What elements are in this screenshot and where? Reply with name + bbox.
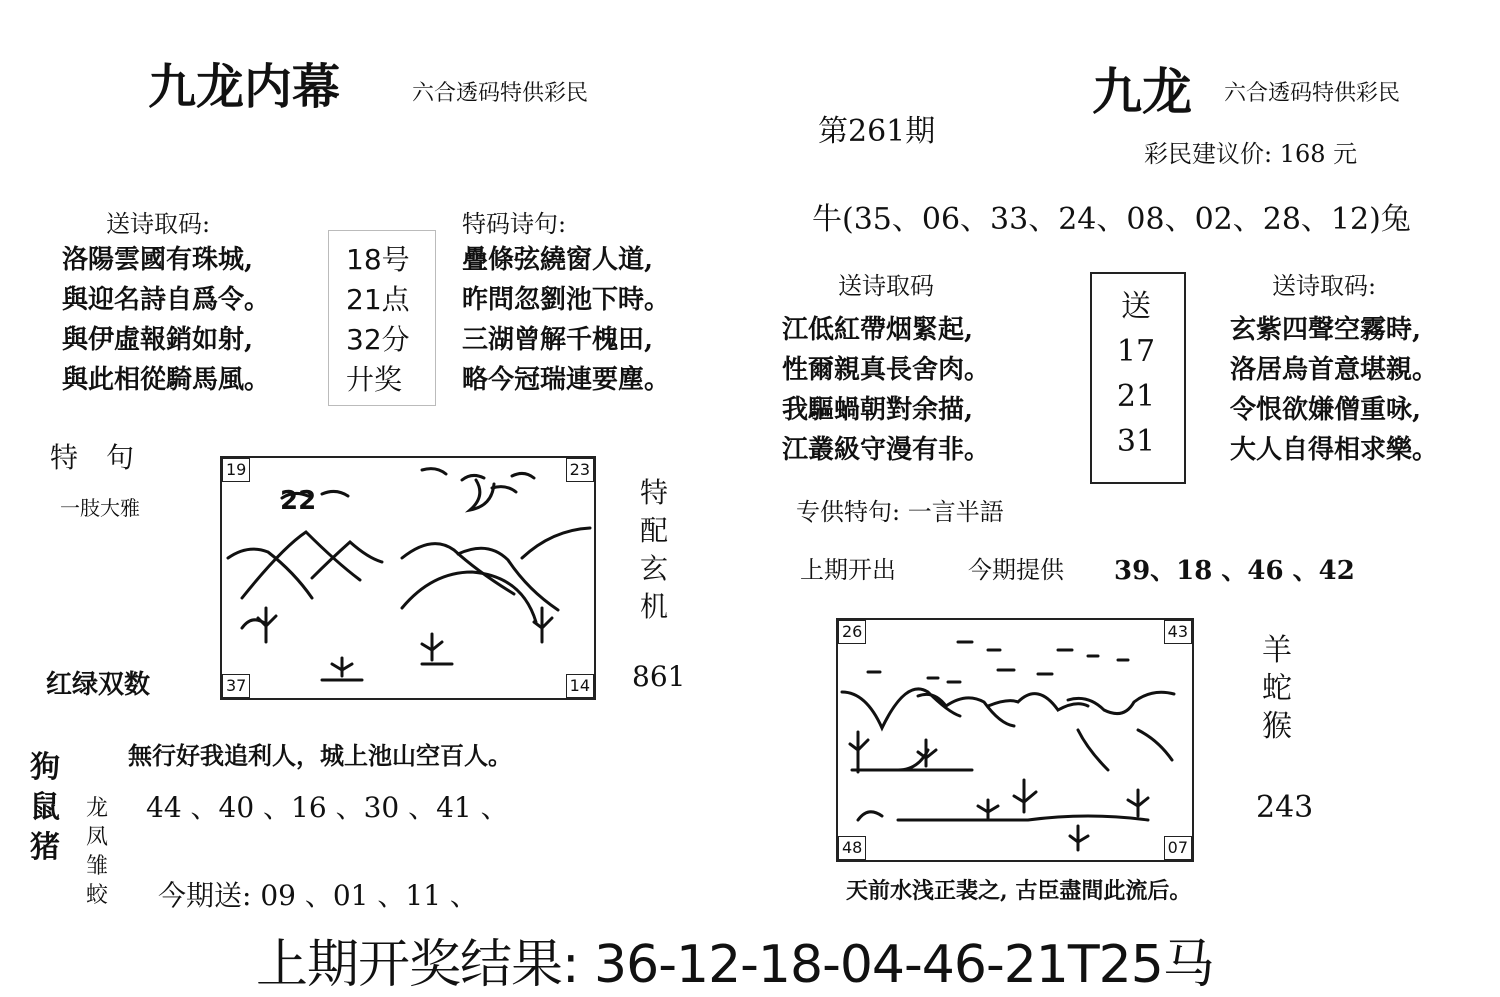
left-numbers-line: 44 、40 、16 、30 、41 、: [146, 791, 509, 824]
poem2-line: 令恨欲嫌僧重咏,: [1230, 395, 1422, 425]
left-subtitle: 六合透码特供彩民: [412, 81, 589, 106]
red-green-label: 红绿双数: [46, 670, 151, 700]
teju-label: 特 句: [50, 441, 135, 474]
left-title: 九龙内幕: [148, 59, 341, 115]
right-poem2: [1230, 310, 1438, 470]
animal-char: 雏: [86, 854, 109, 879]
left-poem: [62, 240, 270, 400]
vertical-char: 玄: [640, 552, 669, 585]
zodiac-number-line: 牛(35、06、33、24、08、02、28、12)兔: [812, 202, 1411, 237]
poem1-line: 江低紅帶烟緊起,: [782, 315, 974, 345]
animal-char: 猪: [30, 830, 60, 865]
issue-number: 第261期: [818, 114, 936, 149]
teju-text: 一肢大雅: [60, 496, 140, 520]
poem1-line: 江叢級守漫有非。: [782, 435, 991, 465]
right-poem2-label: 送诗取码:: [1272, 272, 1377, 300]
box-line: 送: [1121, 289, 1151, 324]
right-picture: [836, 618, 1194, 862]
provide-label: 今期提供: [968, 556, 1064, 584]
right-poem1: [782, 310, 990, 470]
animal-char: 凤: [86, 825, 109, 850]
mountain-sketch: [222, 458, 594, 698]
vertical-char: 特: [640, 476, 669, 509]
tema-line: 三湖曾解千槐田,: [462, 325, 654, 355]
animal-char: 蛟: [86, 883, 109, 908]
vertical-char: 机: [640, 590, 669, 623]
box-line: 廾奖: [346, 363, 403, 396]
number-861: 861: [632, 660, 686, 693]
picture-number-bottom-left: 37: [222, 674, 250, 698]
box-line: 21: [1116, 379, 1156, 414]
poem2-line: 大人自得相求樂。: [1230, 435, 1439, 465]
box-line: 31: [1116, 424, 1156, 459]
picture-number-bottom-left: 48: [838, 836, 866, 860]
left-poem-line: 與迎名詩自爲令。: [62, 285, 271, 315]
box-line: 32分: [346, 323, 410, 356]
animal-char: 鼠: [30, 790, 60, 825]
left-poem-label: 送诗取码:: [106, 210, 211, 238]
left-poem-line: 與此相從騎馬風。: [62, 365, 271, 395]
right-vertical-tag: [1262, 632, 1292, 746]
picture-sky-number: 22: [280, 486, 317, 516]
vertical-char: 猴: [1262, 709, 1292, 744]
left-number-box-text: [346, 240, 410, 400]
right-subtitle: 六合透码特供彩民: [1224, 81, 1401, 106]
last-draw-result: 上期开奖结果: 36-12-18-04-46-21T25马: [256, 935, 1214, 995]
picture-number-bottom-right: 14: [566, 674, 594, 698]
left-poem-line: 與伊虛報銷如射,: [62, 325, 254, 355]
tema-line: 疊條弦繞窗人道,: [462, 245, 654, 275]
last-open-label: 上期开出: [800, 556, 896, 584]
special-sentence: 专供特句: 一言半語: [796, 498, 1004, 526]
poem1-line: 我驅蝸朝對余描,: [782, 395, 974, 425]
picture-number-bottom-right: 07: [1164, 836, 1192, 860]
picture-number-top-left: 26: [838, 620, 866, 644]
right-number-box-text: [1090, 284, 1182, 464]
tema-line: 略今冠瑞連要塵。: [462, 365, 671, 395]
box-line: 18号: [346, 243, 410, 276]
poem1-line: 性爾親真長舍肉。: [782, 355, 991, 385]
poem2-line: 洛居烏首意堪親。: [1230, 355, 1439, 385]
mountain-sketch: [838, 620, 1192, 860]
poem2-line: 玄紫四聲空霧時,: [1230, 315, 1422, 345]
box-line: 21点: [346, 283, 410, 316]
right-title: 九龙: [1092, 62, 1192, 121]
left-vertical-tag: [640, 474, 668, 626]
picture-number-top-right: 23: [566, 458, 594, 482]
vertical-char: 蛇: [1262, 671, 1292, 706]
right-poem1-label: 送诗取码: [838, 272, 934, 300]
animal-char: 狗: [30, 750, 60, 785]
animals-column: [30, 748, 60, 868]
picture-number-top-left: 19: [222, 458, 250, 482]
vertical-char: 羊: [1262, 633, 1292, 668]
picture-number-top-right: 43: [1164, 620, 1192, 644]
provide-numbers: 39、18 、46 、42: [1114, 556, 1355, 586]
tema-label: 特码诗句:: [462, 210, 567, 238]
dragon-column: [86, 794, 108, 910]
left-send-line: 今期送: 09 、01 、11 、: [158, 879, 478, 912]
animal-char: 龙: [86, 796, 109, 821]
left-poem-line: 洛陽雲國有珠城,: [62, 245, 254, 275]
number-243: 243: [1256, 790, 1314, 825]
left-picture: [220, 456, 596, 700]
left-verse: 無行好我追利人，城上池山空百人。: [128, 741, 512, 770]
right-verse: 天前水浅正裴之, 古臣盡間此流后。: [846, 878, 1192, 904]
tema-poem: [462, 240, 670, 400]
suggested-price: 彩民建议价: 168 元: [1144, 140, 1358, 168]
box-line: 17: [1116, 334, 1156, 369]
vertical-char: 配: [640, 514, 669, 547]
tema-line: 昨問忽劉池下時。: [462, 285, 671, 315]
